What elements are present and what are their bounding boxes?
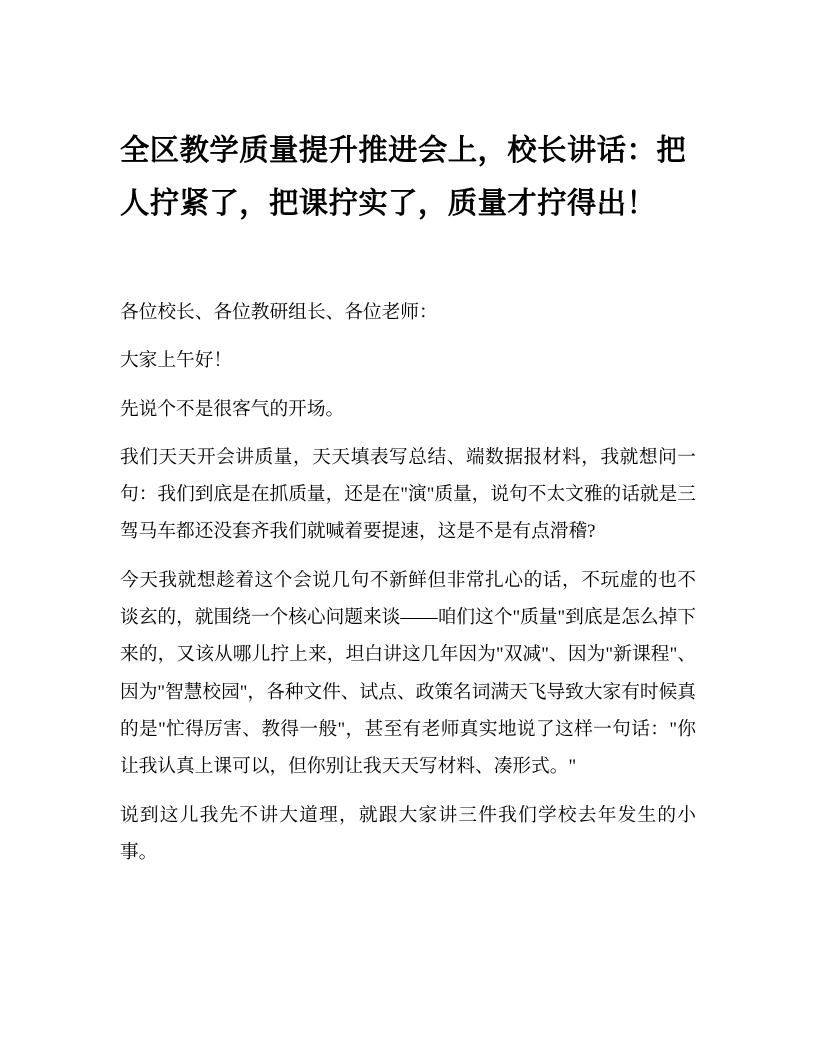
- body-paragraph-core-issue: 今天我就想趁着这个会说几句不新鲜但非常扎心的话，不玩虚的也不谈玄的，就围绕一个核心问题来谈——咱们这个"质量"到底是怎么掉下来的，又该从哪儿拧上来，坦白讲这几年因为"双减"、因为"新课程"、因为"智慧校园"，各种文件、试点、政策名词满天飞导致大家有时候真的是"忙得厉害、教得一般"，甚至有老师真实地说了这样一句话："你让我认真上课可以，但你别让我天天写材料、凑形式。": [120, 569, 696, 778]
- greeting-paragraph: 大家上午好！: [120, 350, 233, 372]
- salutation-paragraph: 各位校长、各位教研组长、各位老师：: [120, 302, 438, 323]
- opening-remark-paragraph: 先说个不是很客气的开场。: [120, 398, 345, 420]
- body-paragraph-quality-question: 我们天天开会讲质量，天天填表写总结、端数据报材料，我就想问一句：我们到底是在抓质量，还是在"演"质量，说句不太文雅的话就是三驾马车都还没套齐我们就喊着要提速，这是不是有点滑稽?: [120, 446, 696, 543]
- document-title: 全区教学质量提升推进会上，校长讲话：把人拧紧了，把课拧实了，质量才拧得出！: [120, 135, 687, 220]
- body-paragraph-three-stories-intro: 说到这儿我先不讲大道理，就跟大家讲三件我们学校去年发生的小事。: [120, 804, 696, 863]
